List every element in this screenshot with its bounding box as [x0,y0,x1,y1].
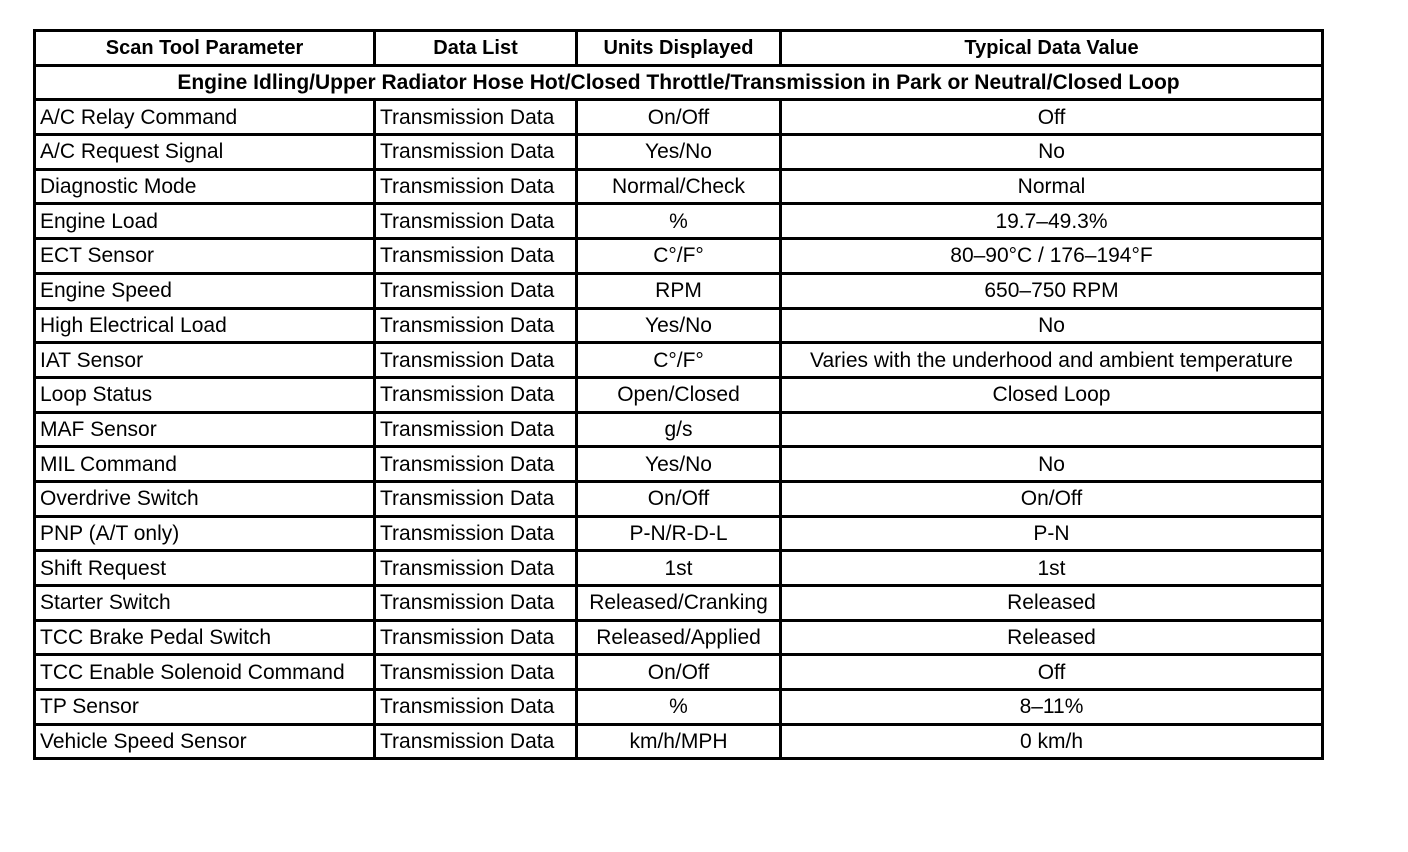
table-row [35,447,1323,482]
table-row [35,481,1323,516]
cell-typical-value: Off [781,655,1323,690]
cell-typical-value [781,412,1323,447]
cell-parameter: MIL Command [35,447,375,482]
cell-data-list: Transmission Data [375,447,577,482]
cell-parameter: Diagnostic Mode [35,169,375,204]
cell-units: C°/F° [577,343,781,378]
cell-data-list: Transmission Data [375,551,577,586]
table-row [35,169,1323,204]
scan-tool-data-table-container [33,29,1321,760]
cell-data-list: Transmission Data [375,169,577,204]
table-row [35,551,1323,586]
cell-units: Yes/No [577,308,781,343]
cell-parameter: Vehicle Speed Sensor [35,724,375,759]
cell-typical-value: 19.7–49.3% [781,204,1323,239]
cell-units: On/Off [577,481,781,516]
cell-units: % [577,690,781,725]
cell-units: 1st [577,551,781,586]
table-row [35,724,1323,759]
table-row [35,620,1323,655]
cell-units: km/h/MPH [577,724,781,759]
condition-row [35,65,1323,100]
table-row [35,516,1323,551]
cell-data-list: Transmission Data [375,239,577,274]
header-data-list: Data List [375,31,577,66]
cell-data-list: Transmission Data [375,586,577,621]
table-row [35,377,1323,412]
cell-parameter: A/C Relay Command [35,100,375,135]
cell-parameter: Loop Status [35,377,375,412]
cell-typical-value: 8–11% [781,690,1323,725]
cell-parameter: IAT Sensor [35,343,375,378]
cell-typical-value: Off [781,100,1323,135]
cell-typical-value: No [781,135,1323,170]
cell-data-list: Transmission Data [375,724,577,759]
table-body [35,65,1323,759]
cell-typical-value: No [781,308,1323,343]
cell-units: Yes/No [577,135,781,170]
header-row [35,31,1323,66]
header-typical-data-value: Typical Data Value [781,31,1323,66]
cell-data-list: Transmission Data [375,135,577,170]
cell-units: Released/Cranking [577,586,781,621]
cell-data-list: Transmission Data [375,516,577,551]
cell-typical-value: Normal [781,169,1323,204]
cell-typical-value: Released [781,620,1323,655]
cell-units: Open/Closed [577,377,781,412]
table-row [35,100,1323,135]
cell-parameter: Starter Switch [35,586,375,621]
cell-data-list: Transmission Data [375,100,577,135]
cell-units: Released/Applied [577,620,781,655]
cell-units: % [577,204,781,239]
cell-parameter: PNP (A/T only) [35,516,375,551]
table-row [35,239,1323,274]
cell-parameter: TP Sensor [35,690,375,725]
scan-tool-data-table [33,29,1324,760]
cell-parameter: ECT Sensor [35,239,375,274]
table-row [35,412,1323,447]
cell-data-list: Transmission Data [375,481,577,516]
cell-units: On/Off [577,100,781,135]
cell-typical-value: P-N [781,516,1323,551]
cell-parameter: MAF Sensor [35,412,375,447]
cell-parameter: Engine Speed [35,273,375,308]
cell-units: g/s [577,412,781,447]
cell-typical-value: 0 km/h [781,724,1323,759]
cell-parameter: TCC Brake Pedal Switch [35,620,375,655]
cell-typical-value: 1st [781,551,1323,586]
cell-units: Yes/No [577,447,781,482]
cell-units: C°/F° [577,239,781,274]
table-header [35,31,1323,66]
table-row [35,135,1323,170]
table-row [35,273,1323,308]
table-row [35,204,1323,239]
cell-typical-value: Closed Loop [781,377,1323,412]
header-scan-tool-parameter: Scan Tool Parameter [35,31,375,66]
cell-units: On/Off [577,655,781,690]
cell-units: RPM [577,273,781,308]
cell-data-list: Transmission Data [375,690,577,725]
cell-typical-value: 650–750 RPM [781,273,1323,308]
table-row [35,586,1323,621]
cell-parameter: High Electrical Load [35,308,375,343]
cell-data-list: Transmission Data [375,273,577,308]
header-units-displayed: Units Displayed [577,31,781,66]
cell-parameter: Overdrive Switch [35,481,375,516]
cell-typical-value: 80–90°C / 176–194°F [781,239,1323,274]
cell-parameter: Engine Load [35,204,375,239]
cell-data-list: Transmission Data [375,204,577,239]
table-row [35,343,1323,378]
cell-data-list: Transmission Data [375,655,577,690]
cell-typical-value: On/Off [781,481,1323,516]
table-row [35,308,1323,343]
cell-units: P-N/R-D-L [577,516,781,551]
test-condition: Engine Idling/Upper Radiator Hose Hot/Closed Throttle/Transmission in Park or Neutral/Closed Loop [35,65,1323,100]
cell-typical-value: Varies with the underhood and ambient temperature [781,343,1323,378]
cell-typical-value: No [781,447,1323,482]
cell-data-list: Transmission Data [375,377,577,412]
cell-data-list: Transmission Data [375,620,577,655]
table-row [35,655,1323,690]
cell-parameter: Shift Request [35,551,375,586]
cell-typical-value: Released [781,586,1323,621]
cell-parameter: A/C Request Signal [35,135,375,170]
cell-data-list: Transmission Data [375,343,577,378]
table-row [35,690,1323,725]
cell-units: Normal/Check [577,169,781,204]
cell-parameter: TCC Enable Solenoid Command [35,655,375,690]
cell-data-list: Transmission Data [375,412,577,447]
cell-data-list: Transmission Data [375,308,577,343]
